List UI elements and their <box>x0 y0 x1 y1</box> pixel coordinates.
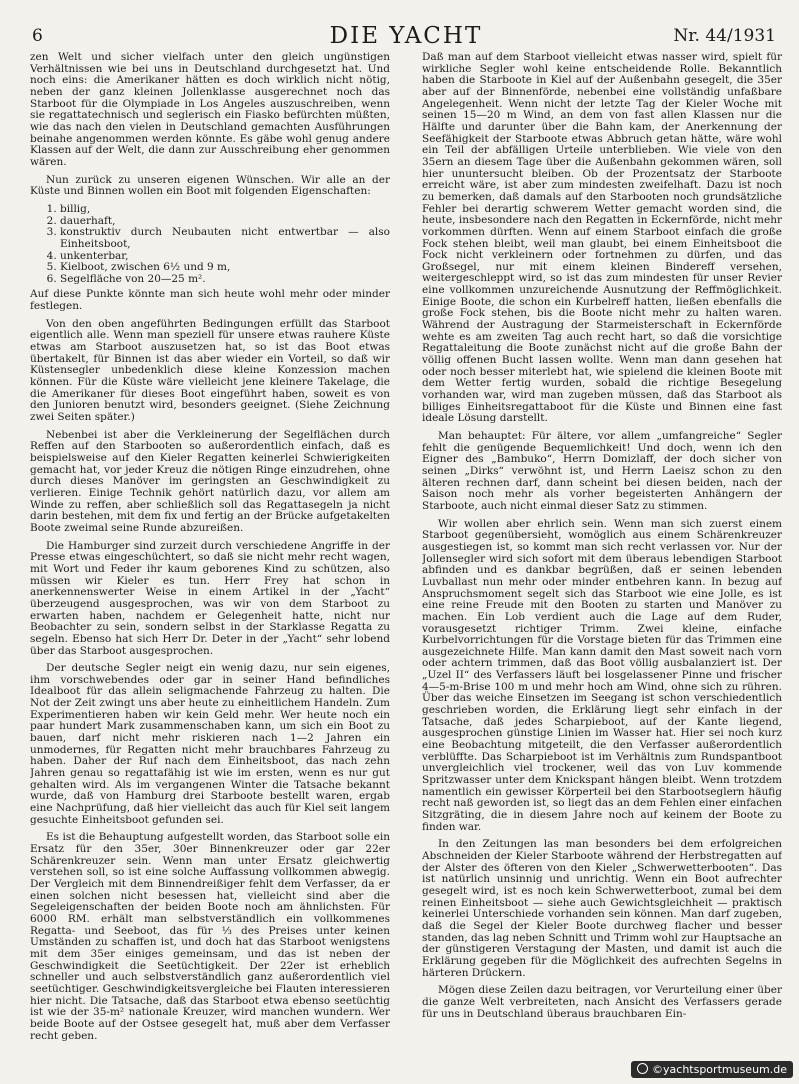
page-header <box>30 20 782 56</box>
paragraph: In den Zeitungen las man besonders bei dem erfolgreichen Abschneiden der Kieler Starboote während der Herbstregatten auf der Alster des öfteren von den Kieler „Schwerwetterbooten“. Das ist natürlich unsinnig und unrichtig. Wenn ein Boot aufrechter gesegelt wird, ist es noch kein Schwerwetterboot, zumal bei dem reinen Einheitsboot — siehe auch Gewichtsgleichheit — praktisch keinerlei Unterschiede vorhanden sein können. Man darf zugeben, daß die Segel der Kieler Boote durchweg flacher und besser standen, das lag neben Schnitt und Trimm wohl zur Hauptsache an der günstigeren Verstagung der Masten, und damit ist auch die Erklärung gegeben für die Möglichkeit des aufrechten Segelns in härteren Drückern. <box>422 838 782 979</box>
issue-number: Nr. 44/1931 <box>673 26 776 46</box>
list-item: 3. konstruktiv durch Neubauten nicht entwertbar — also Einheitsboot, <box>60 227 390 250</box>
list-item: 4. unkenterbar, <box>60 251 390 263</box>
paragraph: Man behauptet: Für ältere, vor allem „umfangreiche“ Segler fehlt die genügende Bequemlichkeit! Und doch, wenn ich den Eigner des „Bambuko“, Herrn Domizlaff, der doch sicher von seinen „Dirks“ verwöhnt ist, und Herrn Laeisz schon zu den älteren rechnen darf, dann scheint bei diesen beiden, nach der Saison noch mehr als vorher begeisterten Anhängern der Starboote, auch nicht einmal dieser Satz zu stimmen. <box>422 430 782 512</box>
paragraph: Daß man auf dem Starboot vielleicht etwas nasser wird, spielt für wirkliche Segler wohl keine entscheidende Rolle. Bekanntlich haben die Starboote in Kiel auf der Außenbahn gesegelt, die 35er aber auf der Binnenförde, nebenbei eine vollständig unfaßbare Angelegenheit. Wenn nicht der letzte Tag der Kieler Woche mit seinen 15—20 m Wind, an dem von fast allen Klassen nur die Hälfte und darunter über die Bahn kam, der Anerkennung der Seefähigkeit der Starboote etwas Abbruch getan hätte, wäre wohl ein Teil der abfälligen Urteile unterblieben. Wie viele von den 35ern an diesem Tage über die Außenbahn gekommen wären, soll hier ununtersucht bleiben. Ob der Prozentsatz der Starboote erreicht wäre, ist aber zum mindesten zweifelhaft. Dazu ist noch zu bemerken, daß damals auf den Starbooten noch grundsätzliche Fehler bei derartig schwerem Wetter gemacht worden sind, die heute, insbesondere nach den Regatten in Eckernförde, nicht mehr vorkommen dürften. Wenn auf einem Starboot einfach die große Fock stehen bleibt, weil man glaubt, bei einem Einheitsboot die Fock nicht verkleinern oder fortnehmen zu dürfen, und das Großsegel, nur mit einem kleinen Bindereff versehen, weitergeschleppt wird, so ist das zum mindesten für unser Revier eine vollkommen unzureichende Ausnutzung der Reffmöglichkeit. Einige Boote, die schon ein Kurbelreff hatten, ließen ebenfalls die große Fock stehen, bis die Boote nicht mehr zu halten waren. Während der Austragung der Starmeisterschaft in Eckernförde wehte es am zweiten Tag auch recht hart, so daß die vorsichtige Regattaleitung die Boote zunächst nicht auf die große Bahn der völlig offenen Bucht lassen wollte. Wenn man dann gesehen hat oder noch besser miterlebt hat, wie spielend die kleinen Boote mit dem Wetter fertig wurden, sobald die richtige Besegelung vorhanden war, wird man zugeben müssen, daß das Starboot als billiges Einheitsregattaboot für die Küste und Binnen eine fast ideale Lösung darstellt. <box>422 52 782 425</box>
paragraph: Die Hamburger sind zurzeit durch verschiedene Angriffe in der Presse etwas eingeschüchtert, so daß sie nicht mehr recht wagen, mit Wort und Feder ihr kaum geborenes Kind zu schützen, also müssen wir Kieler es tun. Herr Frey hat schon in anerkennenswerter Weise in einem Artikel in der „Yacht“ überzeugend ausgesprochen, was wir von dem Starboot zu erwarten haben, nachdem er Gelegenheit hatte, nicht nur Beobachter zu sein, sondern selbst in der Starklasse Regatta zu segeln. Ebenso hat sich Herr Dr. Deter in der „Yacht“ sehr lobend über das Starboot ausgesprochen. <box>30 539 390 657</box>
list-item: 1. billig, <box>60 204 390 216</box>
list-item: 6. Segelfläche von 20—25 m². <box>60 274 390 286</box>
watermark <box>631 1061 793 1078</box>
page-number: 6 <box>32 26 43 46</box>
paragraph: Nun zurück zu unseren eigenen Wünschen. Wir alle an der Küste und Binnen wollen ein Boot mit folgenden Eigenschaften: <box>30 173 390 198</box>
right-column <box>422 52 782 1052</box>
requirements-list <box>30 204 390 286</box>
paragraph: Auf diese Punkte könnte man sich heute wohl mehr oder minder festlegen. <box>30 288 390 313</box>
list-item: 5. Kielboot, zwischen 6½ und 9 m, <box>60 262 390 274</box>
magazine-title: DIE YACHT <box>329 23 483 49</box>
paragraph: zen Welt und sicher vielfach unter den gleich ungünstigen Verhältnissen wie bei uns in Deutschland durchgesetzt hat. Und noch eins: die Amerikaner hätten es doch wirklich nicht nötig, neben der ganz kleinen Jollenklasse ausgerechnet noch das Starboot für die Olympiade in Los Angeles auszuschreiben, wenn sie regattatechnisch und seglerisch ein Fiasko befürchten müßten, wie das nach den vielen in Deutschland gemachten Ausführungen beinahe angenommen werden könnte. Es gäbe wohl genug andere Klassen auf der Welt, die dann zur Ausschreibung eher genommen wären. <box>30 52 390 168</box>
watermark-text: ©yachtsportmuseum.de <box>652 1063 787 1076</box>
left-column <box>30 52 390 1052</box>
list-item: 2. dauerhaft, <box>60 216 390 228</box>
paragraph: Nebenbei ist aber die Verkleinerung der Segelflächen durch Reffen auf den Starbooten so außerordentlich einfach, daß es beispielsweise auf den Kieler Regatten keinerlei Schwierigkeiten gemacht hat, vor jeder Kreuz die nötigen Ringe einzudrehen, ohne durch dieses Manöver im geringsten an Geschwindigkeit zu verlieren. Einige Technik gehört natürlich dazu, vor allem am Winde zu reffen, aber schließlich soll das Regattasegeln ja nicht darin bestehen, mit dem fix und fertig an der Brücke aufgetakelten Boote zweimal seine Runde abzureißen. <box>30 428 390 534</box>
paragraph: Von den oben angeführten Bedingungen erfüllt das Starboot eigentlich alle. Wenn man speziell für unsere etwas rauhere Küste etwas am Starboot auszusetzen hat, so ist das Boot etwas übertakelt, für Binnen ist das aber wieder ein Vorteil, so daß wir Küstensegler unbedenklich diese kleine Konzession machen können. Für die Küste wäre vielleicht jene kleinere Takelage, die die Amerikaner für dieses Boot eingeführt haben, soweit es von den Junioren benutzt wird, besonders geeignet. (Siehe Zeichnung zwei Seiten später.) <box>30 317 390 424</box>
paragraph: Es ist die Behauptung aufgestellt worden, das Starboot solle ein Ersatz für den 35er, 30er Binnenkreuzer oder gar 22er Schärenkreuzer sein. Wenn man unter Ersatz gleichwertig verstehen soll, so ist eine solche Auffassung vollkommen abwegig. Der Vergleich mit dem Binnendreißiger fehlt dem Verfasser, da er einen solchen nicht besessen hat, vielleicht sind aber die Segeleigenschaften der beiden Boote noch am ähnlichsten. Für 6000 RM. erhält man selbstverständlich ein vollkommenes Regatta- und Seeboot, das für ⅓ des Preises unter keinen Umständen zu schaffen ist, und doch hat das Starboot wenigstens mit dem 35er einiges gemeinsam, und das ist neben der Geschwindigkeit die Seetüchtigkeit. Der 22er ist erheblich schneller und auch selbstverständlich ganz außerordentlich viel seetüchtiger. Geschwindigkeitsvergleiche bei Flauten interessieren hier nicht. Die Tatsache, daß das Starboot etwa ebenso seetüchtig ist wie der 35-m² nationale Kreuzer, wird manchen wundern. Wer beide Boote auf der Ostsee gesegelt hat, muß aber dem Verfasser recht geben. <box>30 831 390 1042</box>
museum-logo-icon <box>637 1063 648 1074</box>
paragraph: Wir wollen aber ehrlich sein. Wenn man sich zuerst einem Starboot gegenübersieht, womöglich aus einem Schärenkreuzer ausgestiegen ist, so kommt man sich recht verlassen vor. Nur der Jollensegler wird sich sofort mit dem überaus lebendigen Starboot abfinden und es dankbar begrüßen, daß er seinen lebenden Luvballast nun mehr oder minder entbehren kann. In bezug auf Anspruchsmoment segelt sich das Starboot wie eine Jolle, es ist eine reine Freude mit den Booten zu starten und Manöver zu machen. Ein Lob verdient auch die Lage auf dem Ruder, vorausgesetzt richtiger Trimm. Zwei kleine, einfache Kurbelvorrichtungen für die Vorstage bieten für das Trimmen eine ausgezeichnete Hilfe. Man kann damit den Mast soweit nach vorn oder achtern trimmen, daß das Boot völlig ausbalanziert ist. Der „Uzel II“ des Verfassers läuft bei losgelassener Pinne und frischer 4—5-m-Brise 100 m und mehr hoch am Wind, ohne sich zu rühren. Über das weiche Einsetzen im Seegang ist schon verschiedentlich geschrieben worden, die Erklärung liegt sehr einfach in der Tatsache, daß jedes Scharpieboot, auf der Kante liegend, ausgesprochen günstige Linien im Wasser hat. Hier sei noch kurz eine Beobachtung mitgeteilt, die den Verfasser außerordentlich verblüffte. Das Scharpieboot ist im Verhältnis zum Rundspantboot unvergleichlich viel trockener, weil das von Luv kommende Spritzwasser unter dem Knickspant hängen bleibt. Wenn trotzdem namentlich ein gewisser Körperteil bei den Starbootseglern häufig recht naß geworden ist, so liegt das an dem Fehlen einer einfachen Sitzgräting, die in diesem Jahre noch auf keinem der Boote zu finden war. <box>422 517 782 833</box>
paragraph: Mögen diese Zeilen dazu beitragen, vor Verurteilung einer über die ganze Welt verbreiteten, nach Ansicht des Verfassers gerade für uns in Deutschland überaus brauchbaren Ein- <box>422 984 782 1020</box>
paragraph: Der deutsche Segler neigt ein wenig dazu, nur sein eigenes, ihm vorschwebendes oder gar in seiner Hand befindliches Idealboot für das allein seligmachende Fahrzeug zu halten. Die Not der Zeit zwingt uns aber heute zu einheitlichem Handeln. Zum Experimentieren haben wir kein Geld mehr. Wer heute noch ein paar hundert Mark zusammenschaben kann, um sich ein Boot zu bauen, darf nicht mehr riskieren nach 1—2 Jahren ein unmodernes, für Regatten nicht mehr brauchbares Fahrzeug zu haben. Daher der Ruf nach dem Einheitsboot, das nach zehn Jahren genau so regattafähig ist wie im ersten, wenn es nur gut gehalten wird. Als im vergangenen Winter die Tatsache bekannt wurde, daß von Hamburg drei Starboote bestellt waren, ergab eine Nachprüfung, daß hier vielleicht das auch für Kiel seit langem gesuchte Einheitsboot gefunden sei. <box>30 662 390 826</box>
